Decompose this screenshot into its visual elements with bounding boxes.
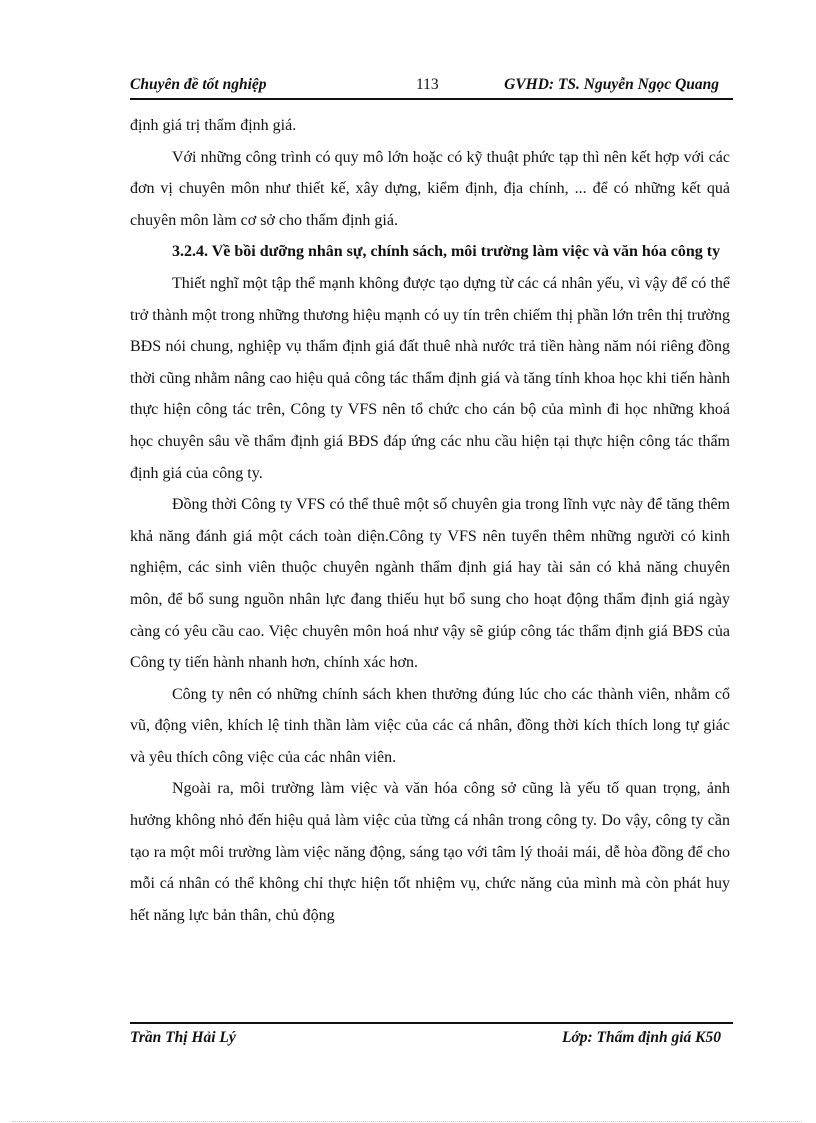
paragraph-complex-projects: Với những công trình có quy mô lớn hoặc có kỹ thuật phức tạp thì nên kết hợp với các đơn vị chuyên môn như thiết kế, xây dựng, kiểm định, địa chính, ... để có những kết quả chuyên môn làm cơ sở cho thẩm định giá. [130,148,730,229]
section-heading: 3.2.4. Về bồi dưỡng nhân sự, chính sách, môi trường làm việc và văn hóa công ty [172,243,721,261]
header-supervisor: GVHD: TS. Nguyễn Ngọc Quang [504,76,719,93]
paragraph-training: Thiết nghĩ một tập thể mạnh không được tạo dựng từ các cá nhân yếu, vì vậy để có thể trở thành một trong những thương hiệu mạnh có uy tín trên chiếm thị phần lớn trên thị trường BĐS nói chung, nghiệp vụ thẩm định giá đất thuê nhà nước trả tiền hàng năm nói riêng đồng thời cũng nhằm nâng cao hiệu quả công tác thẩm định giá và tăng tính khoa học khi tiến hành thực hiện công tác trên, Công ty VFS nên tổ chức cho cán bộ của mình đi học những khoá học chuyên sâu về thẩm định giá BĐS đáp ứng các nhu cầu hiện tại thực hiện công tác thẩm định giá của công ty. [130,274,730,482]
paragraph-continuation: định giá trị thẩm định giá. [130,117,297,134]
paragraph-experts: Đồng thời Công ty VFS có thể thuê một số chuyên gia trong lĩnh vực này để tăng thêm khả năng đánh giá một cách toàn diện.Công ty VFS nên tuyển thêm những người có kinh nghiệm, các sinh viên thuộc chuyên ngành thẩm định giá hay tài sản có khả năng chuyên môn, để bổ sung nguồn nhân lực đang thiếu hụt bổ sung cho hoạt động thẩm định giá ngày càng có yêu cầu cao. Việc chuyên môn hoá như vậy sẽ giúp công tác thẩm định giá BĐS của Công ty tiến hành nhanh hơn, chính xác hơn. [130,496,730,672]
footer-class: Lớp: Thẩm định giá K50 [561,1029,721,1046]
page-header [130,74,733,100]
header-page-number: 113 [416,76,439,93]
header-document-title: Chuyên đề tốt nghiệp [130,76,267,93]
paragraph-work-culture: Ngoài ra, môi trường làm việc và văn hóa công sở cũng là yếu tố quan trọng, ảnh hưởng không nhỏ đến hiệu quả làm việc của từng cá nhân trong công ty. Do vậy, công ty cần tạo ra một môi trường làm việc năng động, sáng tạo với tâm lý thoải mái, dễ hòa đồng để cho mỗi cá nhân có thể không chỉ thực hiện tốt nhiệm vụ, chức năng của mình mà còn phát huy hết năng lực bản thân, chủ động [130,780,730,924]
paragraph-rewards: Công ty nên có những chính sách khen thưởng đúng lúc cho các thành viên, nhằm cổ vũ, động viên, khích lệ tinh thần làm việc của các cá nhân, đồng thời kích thích long tự giác và yêu thích công việc của các nhân viên. [130,685,730,766]
page-bottom-divider [12,1121,802,1122]
page-footer [130,1022,733,1050]
page-body [130,110,730,931]
footer-author: Trần Thị Hải Lý [130,1029,236,1046]
